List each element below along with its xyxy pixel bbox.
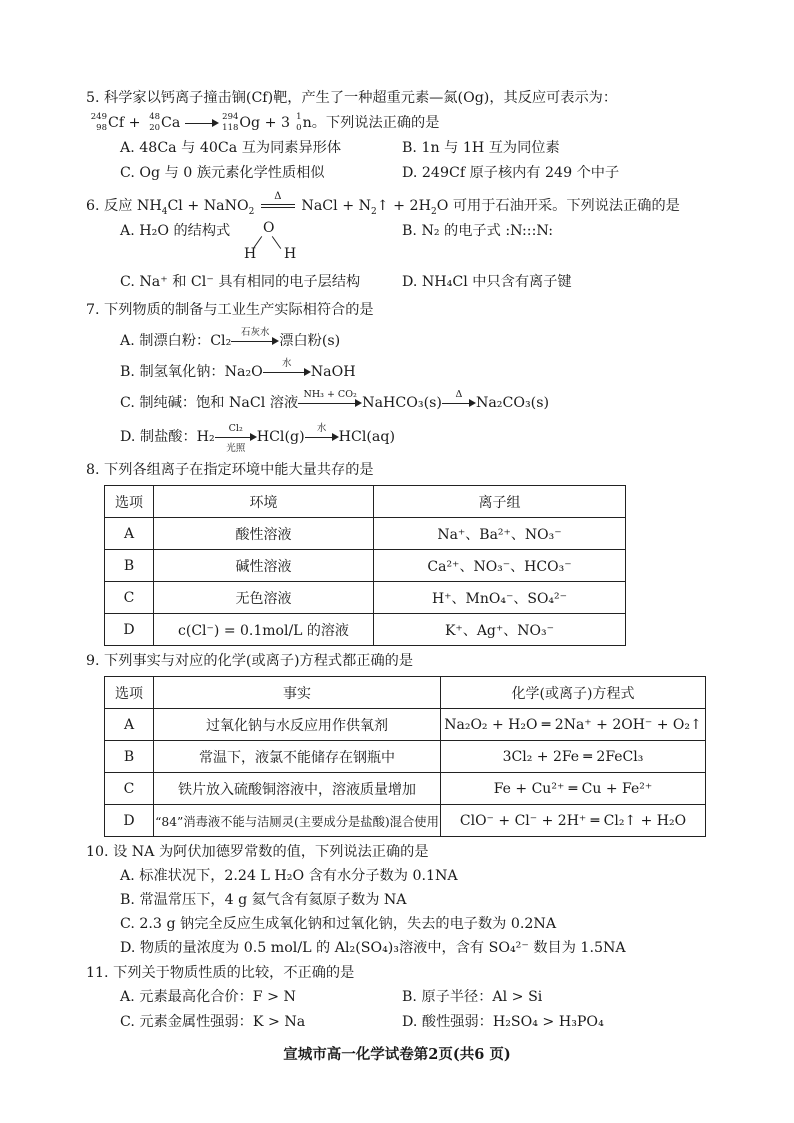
q10-option-c[interactable]: C. 2.3 g 钠完全反应生成氧化钠和过氧化钠，失去的电子数为 0.2NA [120,916,557,932]
q5-option-b[interactable]: B. 1n 与 1H 互为同位素 [402,140,560,156]
q7-option-b[interactable]: B. 制氢氧化钠：Na₂O 水 NaOH [120,358,356,380]
q5-eq-ca: Ca [161,115,181,131]
table-header-row [105,677,706,709]
reaction-arrow-icon: Δ [442,393,476,413]
q5-option-d[interactable]: D. 249Cf 原子核内有 249 个中子 [402,165,620,181]
page-footer: 宣城市高一化学试卷第2页(共6 页) [283,1046,511,1063]
q11-stem: 11. 下列关于物质性质的比较，不正确的是 [86,965,355,981]
q11-option-b[interactable]: B. 原子半径：Al > Si [402,989,543,1005]
q5-option-c[interactable]: C. Og 与 0 族元素化学性质相似 [120,165,325,181]
q10-option-b[interactable]: B. 常温常压下，4 g 氦气含有氦原子数为 NA [120,892,407,908]
table-row[interactable]: D c(Cl⁻) = 0.1mol/L 的溶液 K⁺、Ag⁺、NO₃⁻ [105,614,626,646]
q11-option-c[interactable]: C. 元素金属性强弱：K > Na [120,1014,306,1030]
table-row[interactable]: C 无色溶液 H⁺、MnO₄⁻、SO₄²⁻ [105,582,626,614]
q9-stem: 9. 下列事实与对应的化学(或离子)方程式都正确的是 [86,653,414,669]
q8-stem: 8. 下列各组离子在指定环境中能大量共存的是 [86,462,374,478]
q11-option-a[interactable]: A. 元素最高化合价：F > N [120,989,296,1005]
q7-option-c[interactable]: C. 制纯碱：饱和 NaCl 溶液 NH₃ + CO₂ NaHCO₃(s) Δ Na₂CO₃(s) [120,389,550,411]
table-row[interactable]: C 铁片放入硫酸铜溶液中，溶液质量增加 Fe + Cu²⁺ ═ Cu + Fe²⁺ [105,773,706,805]
table-header: 环境 [154,486,374,518]
q6-stem: 6. 反应 $NH_4Cl$ + NaNO$_2$ Δ NaCl + $N_2↑ + 2H_2O$ 可用于石油开采。下列说法正确的是 [86,191,680,217]
table-header-row [105,486,626,518]
table-row[interactable]: D “84”消毒液不能与洁厕灵(主要成分是盐酸)混合使用 ClO⁻ + Cl⁻ + 2H⁺ ═ Cl₂↑ + H₂O [105,805,706,837]
q10-option-d[interactable]: D. 物质的量浓度为 0.5 mol/L 的 Al₂(SO₄)₃溶液中，含有 SO₄²⁻ 数目为 1.5NA [120,940,626,956]
q5-eq-og: Og [239,115,261,131]
q7-option-a[interactable]: A. 制漂白粉：Cl₂ 石灰水 漂白粉(s) [120,327,341,349]
table-header: 离子组 [374,486,626,518]
reaction-arrow-icon: 水 [263,362,311,382]
reaction-arrow-icon: NH₃ + CO₂ [298,393,362,413]
table-header: 化学(或离子)方程式 [441,677,706,709]
table-row[interactable]: B 常温下，液氯不能储存在钢瓶中 3Cl₂ + 2Fe ═ 2FeCl₃ [105,741,706,773]
reaction-arrow-icon: 石灰水 [231,331,279,351]
q5-eq-n: n [302,115,312,131]
q6-option-a[interactable]: A. H₂O 的结构式 [120,223,231,239]
q5-eq-cf: Cf [108,115,125,131]
exam-page: 5. 科学家以钙离子撞击锎(Cf)靶，产生了一种超重元素—氮(Og)，其反应可表示为： 249 98 Cf + 48 20 Ca 294 118 Og + 3 1 0 n。下列说法正确的是 A. 48Ca 与 40Ca 互为同素异形体 B. 1n 与 1H 互为同位素 C. Og 与 0 族元素化学性质相似 D. 249Cf 原子核内有 249 个中子 6. 反应 $NH_4Cl$ + NaNO$_2$ Δ NaCl + $N_2↑ + 2H_2O$ 可用于石油开采。下列说法正确的是 A. H₂O 的结构式 O H H B. N₂ 的电子式 :N:::N: C. Na⁺ 和 Cl⁻ 具有相同的电子层结构 D. NH₄Cl 中只含有离子键 7. 下列物质的制备与工业生产实际相符合的是 A. 制漂白粉：Cl₂ 石灰水 漂白粉(s) B. 制氢氧化钠：Na₂O 水 NaOH C. 制纯碱：饱和 NaCl 溶液 NH₃ + CO₂ NaHCO₃(s) Δ Na₂CO₃(s) D. 制盐酸：H₂ Cl₂ 光照 HCl(g) 水 HCl(aq) 8. 下列各组离子在指定环境中能大量共存的是 选项 环境 离子组 A 酸性溶液 Na⁺、Ba²⁺、NO₃⁻ B 碱性溶液 Ca²⁺、NO₃⁻、HCO₃⁻ C 无色溶液 H⁺、MnO₄⁻、SO₄²⁻ D c(Cl⁻) = 0.1mol/L 的溶液 K⁺、Ag⁺、NO₃⁻ 9. 下列事实与对应的化学(或离子)方程式都正确的是 选项 事实 化学(或离子)方程式 A 过氧化钠与水反应用作供氧剂 Na₂O₂ + H₂O ═ 2Na⁺ + 2OH⁻ + O₂↑ B 常温下，液氯不能储存在钢瓶中 3Cl₂ + 2Fe ═ 2FeCl₃ C 铁片放入硫酸铜溶液中，溶液质量增加 Fe + Cu²⁺ ═ Cu + Fe²⁺ D “84”消毒液不能与洁厕灵(主要成分是盐酸)混合使用 ClO⁻ + Cl⁻ + 2H⁺ ═ Cl₂↑ + H₂O 10. 设 NA 为阿伏加德罗常数的值，下列说法正确的是 A. 标准状况下，2.24 L H₂O 含有水分子数为 0.1NA B. 常温常压下，4 g 氦气含有氦原子数为 NA C. 2.3 g 钠完全反应生成氧化钠和过氧化钠，失去的电子数为 0.2NA D. 物质的量浓度为 0.5 mol/L 的 Al₂(SO₄)₃溶液中，含有 SO₄²⁻ 数目为 1.5NA 11. 下列关于物质性质的比较，不正确的是 A. 元素最高化合价：F > N B. 原子半径：Al > Si C. 元素金属性强弱：K > Na D. 酸性强弱：H₂SO₄ > H₃PO₄ 宣城市高一化学试卷第2页(共6 页) [0,0,794,1123]
q5-option-a[interactable]: A. 48Ca 与 40Ca 互为同素异形体 [120,140,342,156]
q6-option-c[interactable]: C. Na⁺ 和 Cl⁻ 具有相同的电子层结构 [120,274,361,290]
table-header: 选项 [105,486,154,518]
q10-option-a[interactable]: A. 标准状况下，2.24 L H₂O 含有水分子数为 0.1NA [120,868,458,884]
table-header: 选项 [105,677,154,709]
reaction-arrow-icon: Cl₂ 光照 [215,427,257,447]
q7-option-d[interactable]: D. 制盐酸：H₂ Cl₂ 光照 HCl(g) 水 HCl(aq) [120,423,396,454]
q9-table [104,676,706,837]
table-row[interactable]: A 过氧化钠与水反应用作供氧剂 Na₂O₂ + H₂O ═ 2Na⁺ + 2OH⁻ + O₂↑ [105,709,706,741]
q11-option-d[interactable]: D. 酸性强弱：H₂SO₄ > H₃PO₄ [402,1014,604,1030]
q7-stem: 7. 下列物质的制备与工业生产实际相符合的是 [86,302,374,318]
table-header: 事实 [154,677,441,709]
q5-equation: 249 98 Cf + 48 20 Ca 294 118 Og + 3 1 0 n。下列说法正确的是 [90,112,440,133]
q6-option-b[interactable]: B. N₂ 的电子式 :N:::N: [402,223,554,239]
q5-stem: 5. 科学家以钙离子撞击锎(Cf)靶，产生了一种超重元素—氮(Og)，其反应可表示为： [86,90,618,106]
heat-equals-icon: Δ [259,196,297,216]
reaction-arrow-icon [185,113,219,133]
table-row[interactable]: B 碱性溶液 Ca²⁺、NO₃⁻、HCO₃⁻ [105,550,626,582]
q5-eq-tail: 。下列说法正确的是 [311,115,440,131]
q8-table [104,485,626,646]
table-row[interactable]: A 酸性溶液 Na⁺、Ba²⁺、NO₃⁻ [105,518,626,550]
q10-stem: 10. 设 NA 为阿伏加德罗常数的值，下列说法正确的是 [86,844,429,860]
reaction-arrow-icon: 水 [305,427,339,447]
q6-option-d[interactable]: D. NH₄Cl 中只含有离子键 [402,274,572,290]
